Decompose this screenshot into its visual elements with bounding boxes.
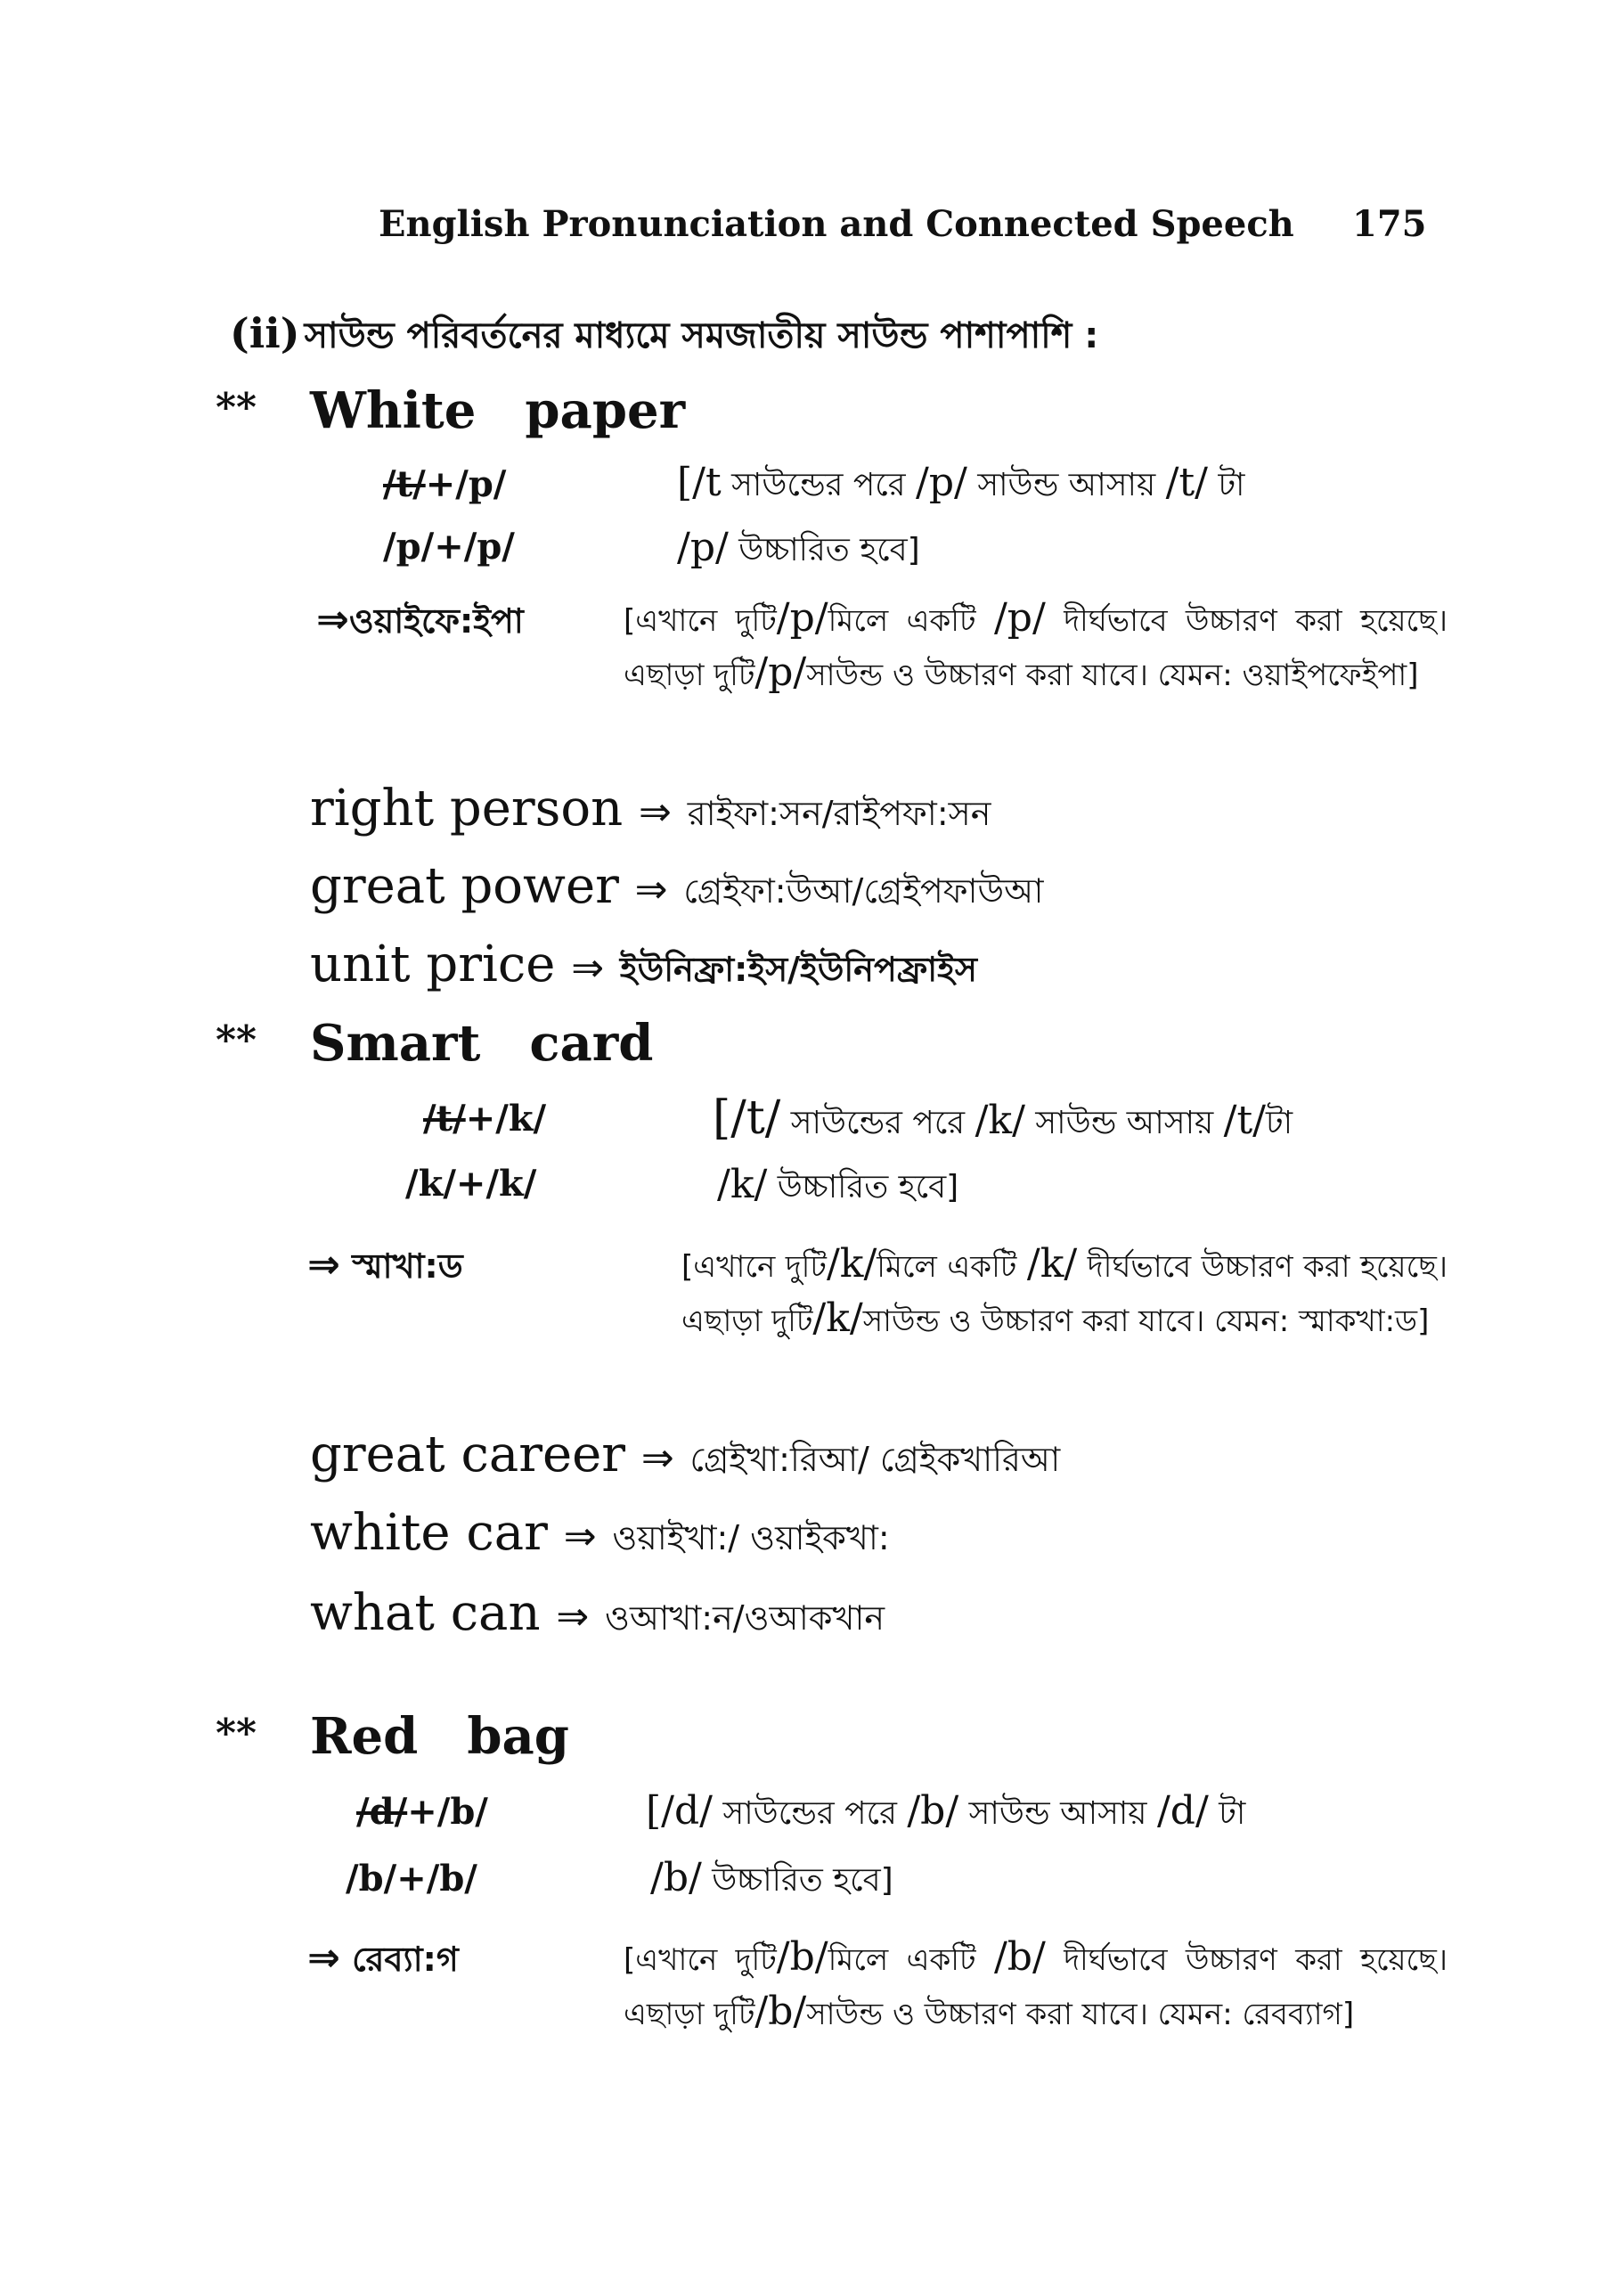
note-text: উচ্চারিত হবে] bbox=[738, 532, 920, 568]
group-marker: ** bbox=[216, 385, 257, 430]
note-line-2 bbox=[677, 521, 920, 577]
example-line bbox=[310, 1584, 885, 1649]
struck-phoneme: /t/ bbox=[383, 463, 426, 505]
phoneme: /k/ bbox=[1026, 1241, 1078, 1287]
expl-text: [এখানে দুটি bbox=[681, 1249, 827, 1285]
example-line bbox=[310, 780, 991, 845]
note-text: টা bbox=[1218, 467, 1245, 503]
expl-text: মিলে একটি bbox=[828, 603, 976, 639]
rule-line-1 bbox=[383, 463, 506, 505]
rule-line-2: /b/+/b/ bbox=[346, 1858, 477, 1900]
note-line-2 bbox=[717, 1158, 958, 1214]
page-number: 175 bbox=[1352, 203, 1427, 245]
note-text: সাউন্ডের পরে bbox=[731, 467, 906, 503]
rule-rest: +/b/ bbox=[407, 1791, 488, 1833]
arrow-icon: ⇒ bbox=[556, 1594, 590, 1639]
group-marker: ** bbox=[216, 1017, 257, 1063]
arrow-icon: ⇒ bbox=[307, 1242, 340, 1287]
note-text: সাউন্ডের পরে bbox=[790, 1105, 966, 1141]
bracket: [ bbox=[646, 1788, 662, 1834]
group-title bbox=[310, 1707, 569, 1766]
pronunciation-text: রেব্যা:গ bbox=[352, 1940, 459, 1979]
pronunciation bbox=[316, 595, 524, 652]
example-line bbox=[310, 936, 977, 1001]
example-bn: গ্রেইফা:উআ/গ্রেইপফাউআ bbox=[683, 871, 1044, 911]
title-word: paper bbox=[525, 381, 686, 440]
note-text: উচ্চারিত হবে] bbox=[777, 1169, 959, 1205]
phoneme: /p/ bbox=[776, 595, 828, 641]
section-label: (ii) bbox=[230, 309, 300, 357]
explanation bbox=[681, 1238, 1448, 1347]
example-en: unit price bbox=[310, 936, 556, 993]
example-line bbox=[310, 857, 1043, 922]
struck-phoneme: /t/ bbox=[423, 1098, 466, 1140]
title-word: card bbox=[529, 1014, 654, 1073]
note-line-1 bbox=[646, 1785, 1245, 1841]
phoneme: /p/ bbox=[754, 650, 807, 695]
rule-line-2: /k/+/k/ bbox=[405, 1163, 537, 1205]
pronunciation-text: স্মাখা:ড bbox=[352, 1246, 463, 1286]
group-marker: ** bbox=[216, 1711, 257, 1756]
note-text: সাউন্ড আসায় bbox=[977, 467, 1156, 503]
title-word: White bbox=[310, 381, 477, 440]
phoneme: /p/ bbox=[993, 595, 1046, 641]
example-bn: ইউনিফ্রা:ইস/ইউনিপফ্রাইস bbox=[619, 950, 977, 989]
bracket: [ bbox=[713, 1091, 731, 1145]
example-bn: ওয়াইখা:/ ওয়াইকখা: bbox=[612, 1518, 890, 1557]
section-heading bbox=[230, 307, 1098, 367]
pronunciation-text: ওয়াইফে:ইপা bbox=[348, 601, 524, 641]
note-text: উচ্চারিত হবে] bbox=[712, 1862, 893, 1899]
phoneme: /b/ bbox=[776, 1934, 828, 1980]
expl-text: [এখানে দুটি bbox=[624, 603, 777, 639]
expl-text: মিলে একটি bbox=[877, 1249, 1017, 1285]
title-word: Red bbox=[310, 1707, 419, 1766]
group-title bbox=[310, 1014, 653, 1073]
phoneme: /t/ bbox=[1165, 460, 1208, 505]
phoneme: /k/ bbox=[975, 1098, 1025, 1143]
explanation bbox=[624, 1932, 1448, 2040]
arrow-icon: ⇒ bbox=[571, 945, 605, 991]
title-word: bag bbox=[467, 1707, 569, 1766]
example-en: right person bbox=[310, 780, 624, 838]
note-line-1 bbox=[677, 456, 1245, 512]
arrow-icon: ⇒ bbox=[640, 1435, 674, 1481]
group-title bbox=[310, 381, 685, 440]
expl-text: মিলে একটি bbox=[828, 1942, 976, 1978]
expl-text: সাউন্ড ও উচ্চারণ করা যাবে। যেমন: ওয়াইপফেইপা] bbox=[806, 658, 1419, 693]
expl-text: সাউন্ড ও উচ্চারণ করা যাবে। যেমন: রেবব্যাগ] bbox=[806, 1997, 1355, 2032]
expl-text: [এখানে দুটি bbox=[624, 1942, 777, 1978]
arrow-icon: ⇒ bbox=[316, 597, 349, 642]
rule-rest: +/p/ bbox=[425, 463, 507, 505]
bracket: [ bbox=[677, 460, 693, 505]
phoneme: /t/ bbox=[730, 1091, 781, 1145]
phoneme: /p/ bbox=[677, 525, 729, 570]
rule-line-1 bbox=[423, 1098, 546, 1140]
phoneme: /d/ bbox=[661, 1788, 713, 1834]
expl-text: দীর্ঘভাবে উচ্চারণ করা হয়েছে। এছাড়া দুটি bbox=[624, 603, 1448, 693]
phoneme: /b/ bbox=[993, 1934, 1046, 1980]
phoneme: /k/ bbox=[826, 1241, 877, 1287]
running-title: English Pronunciation and Connected Speech bbox=[379, 203, 1294, 245]
rule-line-1 bbox=[356, 1791, 488, 1833]
phoneme: /p/ bbox=[916, 460, 967, 505]
example-en: white car bbox=[310, 1504, 548, 1562]
note-text: সাউন্ডের পরে bbox=[722, 1795, 897, 1832]
expl-text: সাউন্ড ও উচ্চারণ করা যাবে। যেমন: স্মাকখা:ড] bbox=[862, 1303, 1430, 1339]
note-text: সাউন্ড আসায় bbox=[1035, 1105, 1214, 1141]
example-line bbox=[310, 1504, 890, 1569]
phoneme: /t/ bbox=[1223, 1098, 1267, 1143]
phoneme: /k/ bbox=[717, 1162, 768, 1207]
example-en: great power bbox=[310, 857, 619, 915]
example-bn: রাইফা:সন/রাইপফা:সন bbox=[687, 794, 991, 833]
rule-line-2: /p/+/p/ bbox=[383, 526, 515, 568]
phoneme: /k/ bbox=[812, 1295, 863, 1341]
note-line-2 bbox=[650, 1851, 893, 1908]
phoneme: /b/ bbox=[754, 1989, 807, 2034]
arrow-icon: ⇒ bbox=[307, 1935, 340, 1981]
note-text: টা bbox=[1266, 1105, 1293, 1141]
example-bn: গ্রেইখা:রিআ/ গ্রেইকখারিআ bbox=[689, 1440, 1061, 1479]
note-text: সাউন্ড আসায় bbox=[968, 1795, 1147, 1832]
phoneme: /d/ bbox=[1156, 1788, 1209, 1834]
phoneme: /b/ bbox=[650, 1855, 702, 1900]
explanation bbox=[624, 592, 1448, 701]
arrow-icon: ⇒ bbox=[639, 789, 672, 835]
arrow-icon: ⇒ bbox=[634, 867, 668, 912]
note-line-1 bbox=[713, 1091, 1293, 1150]
rule-rest: +/k/ bbox=[465, 1098, 547, 1140]
title-word: Smart bbox=[310, 1014, 481, 1073]
phoneme: /b/ bbox=[907, 1788, 959, 1834]
pronunciation bbox=[307, 1933, 459, 1990]
note-text: টা bbox=[1219, 1795, 1246, 1832]
phoneme: /t bbox=[692, 460, 722, 505]
struck-phoneme: /d/ bbox=[356, 1791, 408, 1833]
expl-text: দীর্ঘভাবে উচ্চারণ করা হয়েছে। এছাড়া দুটি bbox=[681, 1249, 1448, 1339]
pronunciation bbox=[307, 1240, 463, 1297]
arrow-icon: ⇒ bbox=[563, 1514, 597, 1559]
example-bn: ওআখা:ন/ওআকখান bbox=[605, 1598, 885, 1638]
example-en: great career bbox=[310, 1426, 626, 1483]
example-en: what can bbox=[310, 1584, 541, 1642]
expl-text: দীর্ঘভাবে উচ্চারণ করা হয়েছে। এছাড়া দুটি bbox=[624, 1942, 1448, 2032]
section-heading-text: সাউন্ড পরিবর্তনের মাধ্যমে সমজাতীয় সাউন্ড পাশাপাশি : bbox=[304, 315, 1099, 356]
example-line bbox=[310, 1426, 1060, 1491]
